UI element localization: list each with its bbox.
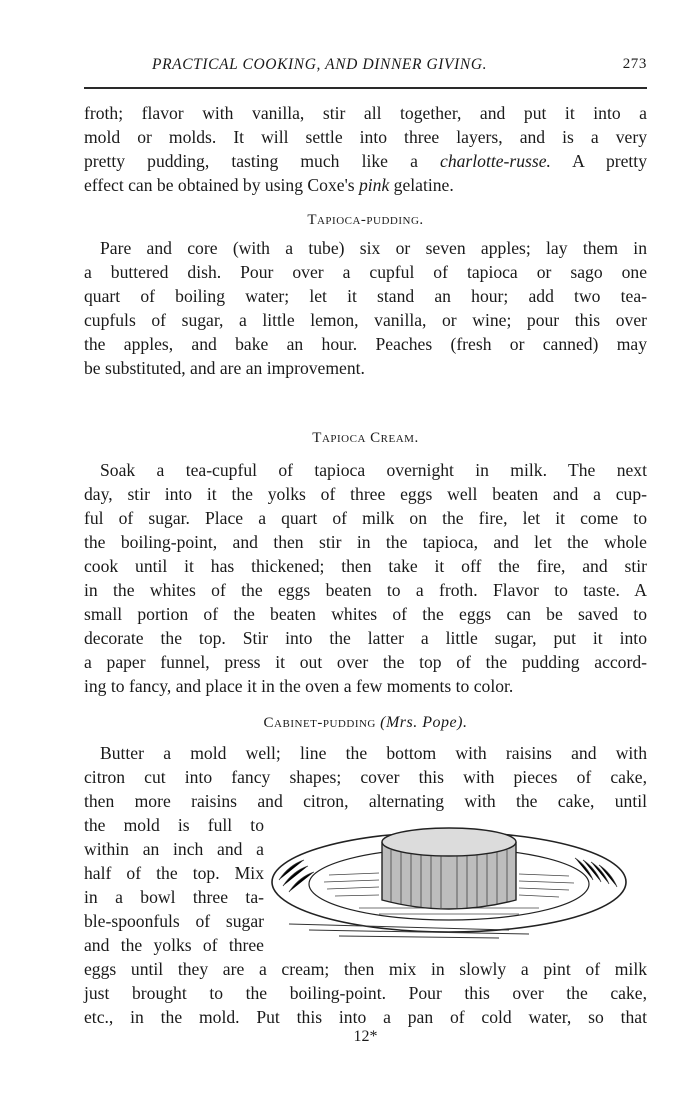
attribution: (Mrs. Pope). bbox=[380, 714, 468, 731]
text-line: just brought to the boiling-point. Pour this over the cake, bbox=[84, 983, 647, 1003]
text-line: the mold is full to bbox=[84, 815, 264, 835]
section-heading: Cabinet-pudding (Mrs. Pope). bbox=[263, 714, 468, 731]
text-line: effect can be obtained by using Coxe's pink gelatine. bbox=[84, 175, 454, 195]
text-line: eggs until they are a cream; then mix in slowly a pint of milk bbox=[84, 959, 647, 979]
text-line: within an inch and a bbox=[84, 839, 264, 859]
pudding-illustration bbox=[269, 820, 629, 945]
section-heading: Tapioca-pudding. bbox=[307, 212, 424, 228]
text-line: ful of sugar. Place a quart of milk on the fire, let it come to bbox=[84, 508, 647, 528]
text-line: the boiling-point, and then stir in the tapioca, and let the whole bbox=[84, 532, 647, 552]
text-line: small portion of the beaten whites of the eggs can be saved to bbox=[84, 604, 647, 624]
text-line: day, stir into it the yolks of three eggs well beaten and a cup- bbox=[84, 484, 647, 504]
text-line: decorate the top. Stir into the latter a little sugar, put it into bbox=[84, 628, 647, 648]
text-line: be substituted, and are an improvement. bbox=[84, 358, 365, 378]
header-rule bbox=[84, 87, 647, 89]
text-line: Butter a mold well; line the bottom with raisins and with bbox=[100, 743, 647, 763]
italic-term: charlotte-russe. bbox=[440, 151, 551, 171]
text-line: half of the top. Mix bbox=[84, 863, 264, 883]
text-line: ing to fancy, and place it in the oven a few moments to color. bbox=[84, 676, 514, 696]
running-header bbox=[84, 56, 647, 84]
section-heading: Tapioca Cream. bbox=[312, 430, 419, 446]
page-number: 273 bbox=[622, 56, 647, 72]
text-line: in a bowl three ta- bbox=[84, 887, 264, 907]
text-line: Pare and core (with a tube) six or seven apples; lay them in bbox=[100, 238, 647, 258]
text-line: a buttered dish. Pour over a cupful of tapioca or sago one bbox=[84, 262, 647, 282]
signature-mark: 12* bbox=[353, 1028, 378, 1045]
text-line: ble-spoonfuls of sugar bbox=[84, 911, 264, 931]
text-line: etc., in the mold. Put this into a pan of cold water, so that bbox=[84, 1007, 647, 1027]
text-line: a paper funnel, press it out over the top of the pudding accord- bbox=[84, 652, 647, 672]
text-line: cook until it has thickened; then take it off the fire, and stir bbox=[84, 556, 647, 576]
text-line: the apples, and bake an hour. Peaches (fresh or canned) may bbox=[84, 334, 647, 354]
italic-term: pink bbox=[358, 175, 390, 195]
text-line: froth; flavor with vanilla, stir all together, and put it into a bbox=[84, 103, 647, 123]
text-line: pretty pudding, tasting much like a charlotte-russe. A pretty bbox=[84, 151, 647, 171]
text-line: then more raisins and citron, alternating with the cake, until bbox=[84, 791, 647, 811]
text-line: Soak a tea-cupful of tapioca overnight in milk. The next bbox=[100, 460, 647, 480]
text-line: and the yolks of three bbox=[84, 935, 264, 955]
text-line: citron cut into fancy shapes; cover this with pieces of cake, bbox=[84, 767, 647, 787]
running-title: PRACTICAL COOKING, AND DINNER GIVING. bbox=[152, 56, 488, 73]
text-line: in the whites of the eggs beaten to a froth. Flavor to taste. A bbox=[84, 580, 647, 600]
text-line: mold or molds. It will settle into three layers, and is a very bbox=[84, 127, 647, 147]
text-line: quart of boiling water; let it stand an hour; add two tea- bbox=[84, 286, 647, 306]
text-line: cupfuls of sugar, a little lemon, vanilla, or wine; pour this over bbox=[84, 310, 647, 330]
